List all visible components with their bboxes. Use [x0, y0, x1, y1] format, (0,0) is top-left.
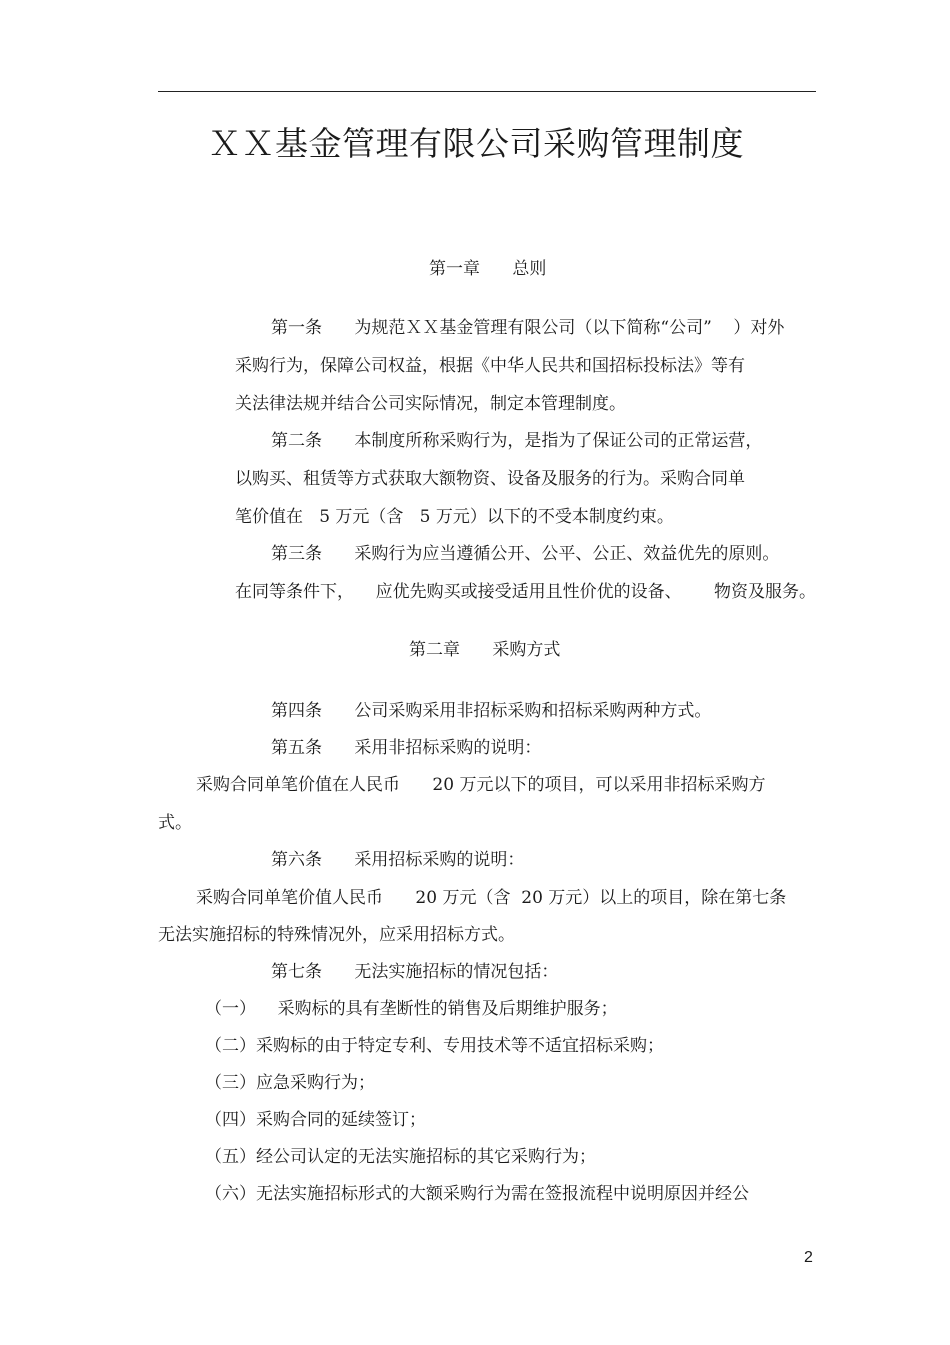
article-line: 采购行为，保障公司权益，根据《中华人民共和国招标投标法》等有: [235, 356, 745, 376]
article-line: 采购合同单笔价值人民币 20 万元（含 20 万元）以上的项目，除在第七条: [196, 888, 787, 908]
article-line: 式。: [158, 813, 192, 833]
article-line: 第二条 本制度所称采购行为，是指为了保证公司的正常运营，: [271, 431, 763, 451]
article-line: 第一条 为规范ＸＸ基金管理有限公司（以下简称“公司” ）对外: [271, 318, 785, 338]
chapter-heading: 第一章 总则: [429, 259, 547, 279]
article-line: 第四条 公司采购采用非招标采购和招标采购两种方式。: [271, 701, 712, 721]
article-line: 关法律法规并结合公司实际情况，制定本管理制度。: [235, 394, 626, 414]
list-item: （一） 采购标的具有垄断性的销售及后期维护服务；: [205, 999, 618, 1019]
header-rule: [158, 91, 816, 92]
article-line: 笔价值在 5 万元（含 5 万元）以下的不受本制度约束。: [235, 507, 674, 527]
page-number: 2: [804, 1249, 813, 1266]
list-item: （六）无法实施招标形式的大额采购行为需在签报流程中说明原因并经公: [205, 1184, 749, 1204]
list-item: （三）应急采购行为；: [205, 1073, 375, 1093]
document-title: ＸＸ基金管理有限公司采购管理制度: [208, 124, 744, 163]
article-line: 在同等条件下， 应优先购买或接受适用且性价优的设备、 物资及服务。: [235, 582, 817, 602]
article-line: 第三条 采购行为应当遵循公开、公平、公正、效益优先的原则。: [271, 544, 780, 564]
article-line: 以购买、租赁等方式获取大额物资、设备及服务的行为。采购合同单: [235, 469, 745, 489]
chapter-heading: 第二章 采购方式: [409, 640, 561, 660]
list-item: （四）采购合同的延续签订；: [205, 1110, 426, 1130]
list-item: （二）采购标的由于特定专利、专用技术等不适宜招标采购；: [205, 1036, 664, 1056]
article-line: 无法实施招标的特殊情况外，应采用招标方式。: [158, 925, 515, 945]
list-item: （五）经公司认定的无法实施招标的其它采购行为；: [205, 1147, 596, 1167]
article-line: 第七条 无法实施招标的情况包括：: [271, 962, 559, 982]
article-line: 第五条 采用非招标采购的说明：: [271, 738, 542, 758]
article-line: 采购合同单笔价值在人民币 20 万元以下的项目，可以采用非招标采购方: [196, 775, 766, 795]
article-line: 第六条 采用招标采购的说明：: [271, 850, 525, 870]
